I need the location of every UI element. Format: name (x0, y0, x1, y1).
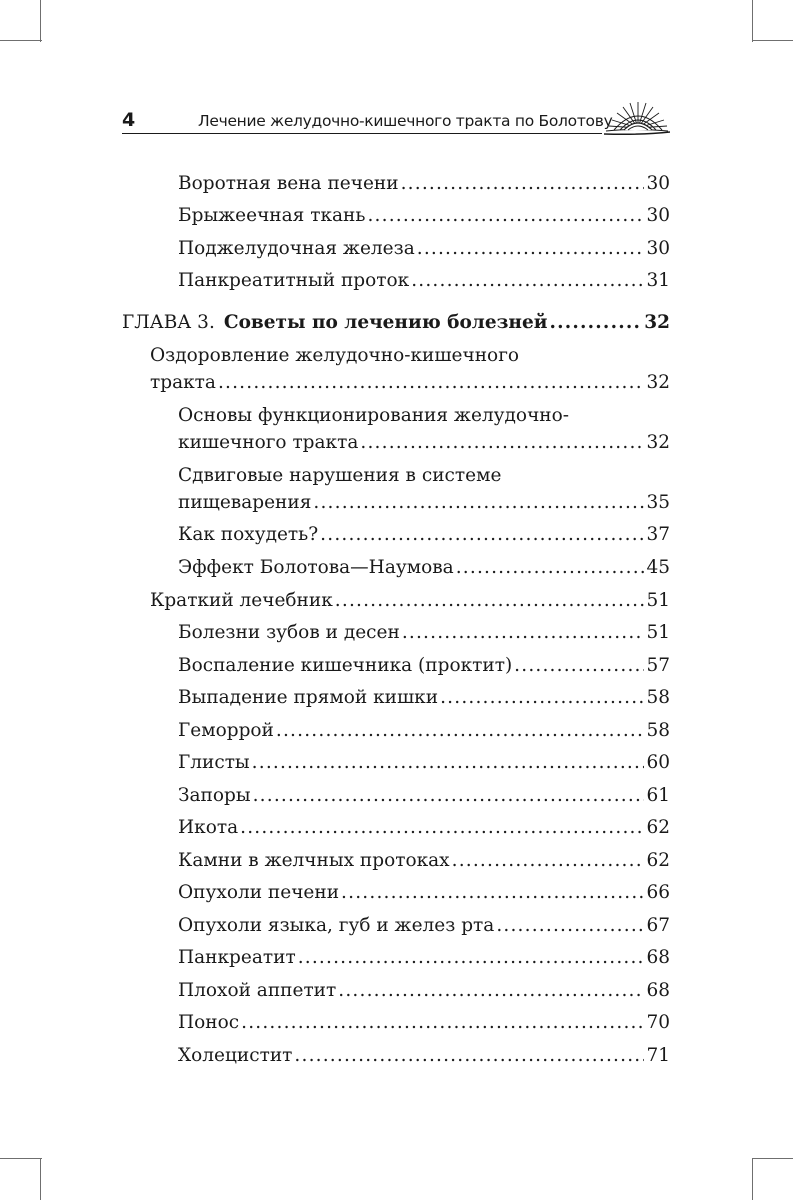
toc-entry-page: 32 (644, 312, 670, 333)
toc-entry-title: Оздоровление желудочно-кишечного (150, 345, 520, 366)
toc-entry (178, 554, 670, 582)
toc-leader-dots (298, 944, 645, 972)
toc-entry-title: Воспаление кишечника (проктит) (178, 655, 513, 676)
toc-entry (178, 879, 670, 907)
toc-leader-dots (335, 587, 645, 615)
toc-entry-title: пищеварения (178, 492, 312, 513)
toc-leader-dots (313, 489, 644, 517)
toc-entry-title: Как похудеть? (178, 524, 319, 545)
toc-leader-dots (252, 749, 645, 777)
toc-entry-page: 68 (646, 980, 670, 1001)
toc-entry-page: 71 (646, 1045, 670, 1066)
toc-leader-dots (496, 912, 644, 940)
toc-entry (178, 847, 670, 875)
toc-entry-page: 32 (646, 432, 670, 453)
toc-leader-dots (360, 429, 644, 457)
toc-entry-page: 30 (646, 205, 670, 226)
toc-entry-title: Холецистит (178, 1045, 293, 1066)
toc-entry-title: Запоры (178, 785, 251, 806)
toc-leader-dots (338, 977, 644, 1005)
toc-entry-title: Икота (178, 817, 239, 838)
toc-entry (178, 235, 670, 263)
toc-leader-dots (456, 554, 645, 582)
toc-entry-page: 37 (646, 524, 670, 545)
toc-entry-title: Плохой аппетит (178, 980, 337, 1001)
toc-entry-title: тракта (150, 372, 216, 393)
toc-entry-page: 66 (646, 882, 670, 903)
toc-entry (178, 977, 670, 1005)
toc-entry-title: Краткий лечебник (150, 590, 333, 611)
toc-entry-title: Панкреатитный проток (178, 270, 410, 291)
toc-entry (178, 944, 670, 972)
toc-entry-page: 57 (646, 655, 670, 676)
toc-chapter-entry (122, 309, 670, 337)
toc-entry-title: кишечного тракта (178, 432, 359, 453)
toc-entry-page: 45 (646, 557, 670, 578)
toc-entry-title: Основы функционирования желудочно- (178, 405, 570, 426)
toc-entry-page: 70 (646, 1012, 670, 1033)
toc-leader-dots (294, 1042, 644, 1070)
toc-entry-page: 51 (646, 590, 670, 611)
toc-entry (178, 684, 670, 712)
toc-entry (178, 429, 670, 457)
toc-leader-dots (320, 521, 644, 549)
toc-entry-title: Камни в желчных протоках (178, 850, 450, 871)
toc-entry-title: Геморрой (178, 720, 274, 741)
toc-entry-title: Выпадение прямой кишки (178, 687, 439, 708)
toc-entry-page: 62 (646, 817, 670, 838)
toc-entry-page: 60 (646, 752, 670, 773)
toc-entry (178, 202, 670, 230)
toc-leader-dots (411, 267, 644, 295)
toc-entry-page: 62 (646, 850, 670, 871)
toc-entry (178, 782, 670, 810)
toc-leader-dots (452, 847, 645, 875)
toc-leader-dots (402, 619, 645, 647)
toc-entry-title: Опухоли языка, губ и желез рта (178, 915, 495, 936)
toc-entry-title: Болезни зубов и десен (178, 622, 400, 643)
toc-leader-dots (514, 652, 644, 680)
toc-leader-dots (240, 814, 644, 842)
toc-entry (150, 587, 670, 615)
toc-entry-page: 31 (646, 270, 670, 291)
toc-entry-title: Понос (178, 1012, 240, 1033)
toc-entry (178, 717, 670, 745)
toc-entry-page: 68 (646, 947, 670, 968)
toc-leader-dots (276, 717, 645, 745)
toc-entry (178, 749, 670, 777)
toc-entry (178, 489, 670, 517)
toc-entry-page: 30 (646, 238, 670, 259)
toc-entry (178, 267, 670, 295)
toc-leader-dots (218, 369, 645, 397)
toc-entry-title: Воротная вена печени (178, 173, 399, 194)
toc-entry (178, 652, 670, 680)
running-title: Лечение желудочно-кишечного тракта по Болотову (198, 112, 613, 130)
toc-entry-page: 61 (646, 785, 670, 806)
toc-entry-title: Панкреатит (178, 947, 296, 968)
toc-entry (178, 521, 670, 549)
page-number: 4 (122, 109, 136, 131)
toc-leader-dots (241, 1009, 644, 1037)
toc-entry-title: Сдвиговые нарушения в системе (178, 465, 502, 486)
toc-entry-page: 35 (646, 492, 670, 513)
toc-leader-dots (367, 202, 644, 230)
toc-entry-page: 32 (646, 372, 670, 393)
toc-entry-page: 58 (646, 720, 670, 741)
toc-entry (178, 814, 670, 842)
toc-leader-dots (417, 235, 645, 263)
toc-leader-dots (440, 684, 644, 712)
toc-entry-title: Эффект Болотова—Наумова (178, 557, 454, 578)
toc-entry (150, 369, 670, 397)
toc-entry-title: Поджелудочная железа (178, 238, 415, 259)
toc-entry-title: Глисты (178, 752, 250, 773)
toc-entry (178, 619, 670, 647)
toc-leader-dots (549, 309, 642, 337)
toc-entry-page: 58 (646, 687, 670, 708)
toc-entry-title: Брыжеечная ткань (178, 205, 366, 226)
toc-leader-dots (253, 782, 645, 810)
toc-entry (178, 170, 670, 198)
toc-entry-page: 67 (646, 915, 670, 936)
chapter-label: ГЛАВА 3. (122, 312, 215, 333)
toc-entry (178, 912, 670, 940)
toc-leader-dots (401, 170, 645, 198)
toc-leader-dots (341, 879, 644, 907)
chapter-title: Советы по лечению болезней (223, 312, 548, 333)
toc-entry (178, 1009, 670, 1037)
toc-entry-page: 51 (646, 622, 670, 643)
toc-entry (178, 1042, 670, 1070)
toc-entry-title: Опухоли печени (178, 882, 340, 903)
toc-entry-page: 30 (646, 173, 670, 194)
